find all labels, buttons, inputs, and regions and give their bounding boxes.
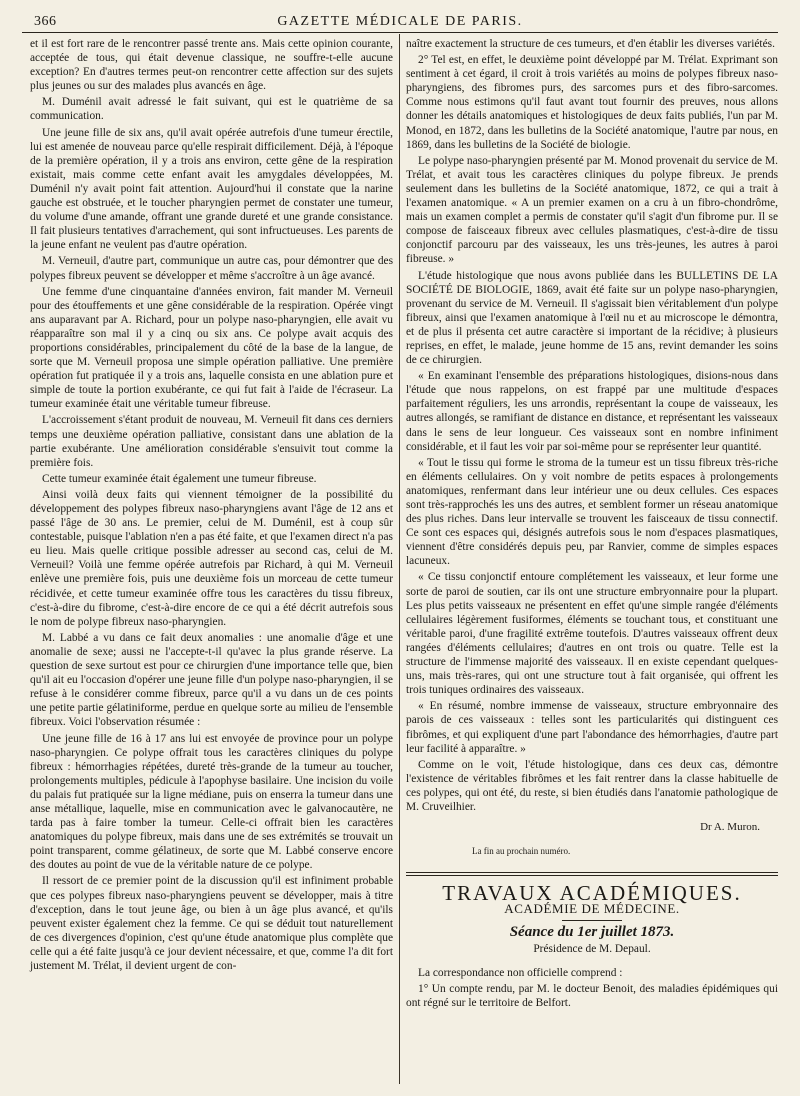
continuation-note: La fin au prochain numéro. (472, 846, 571, 857)
paragraph: et il est fort rare de le rencontrer passé trente ans. Mais cette opinion courante, acceptée de tous, qui était devenue classique, ne souffre-t-elle aucune exception? En d'autres termes peut-on rencontrer cette affection sur des sujets plus jeunes ou sur des malades plus avancés en âge. (30, 38, 393, 93)
paragraph: Une jeune fille de 16 à 17 ans lui est envoyée de province pour un polype naso-pharyngien. Ce polype offrait tous les caractères cliniques du polype fibreux : hémorrhagies répétées, dureté très-grande de la tumeur au toucher, prolongements multiples, pédicule à l'apophyse basilaire. Une incision du voile du palais fut pratiquée sur la ligne médiane, puis on enserra la tumeur dans une anse métallique, laquelle, mise en communication avec le galvanocautère, ne tarda pas à faire tomber la tumeur. Celle-ci offrait bien les caractères anatomiques du polype fibreux, mais dans une de ses extrémités se trouvait un point transparent, comme gélatineux, de sorte que M. Labbé conserve encore des doutes au point de vue de la véritable nature de ce polype. (30, 732, 393, 872)
journal-title: GAZETTE MÉDICALE DE PARIS. (277, 14, 523, 29)
paragraph: Il ressort de ce premier point de la discussion qu'il est infiniment probable que ces polypes fibreux naso-pharyngiens peuvent se développer, mais à titre d'exception, dans le tout jeune âge, ou bien à un âge plus avancé, et qu'ils peuvent exister également chez la femme. Ce qui se déduit tout naturellement de ces divergences d'opinion, c'est qu'une étude anatomique plus complète que celle qui a été faite jusqu'à ce jour devient nécessaire, et que, comme l'a dit fort justement M. Trélat, il devient urgent de con- (30, 875, 393, 972)
paragraph: Cette tumeur examinée était également une tumeur fibreuse. (42, 472, 317, 485)
paragraph: La correspondance non officielle comprend : (418, 966, 623, 979)
section-subtitle: ACADÉMIE DE MÉDECINE. (504, 901, 680, 917)
page-number: 366 (34, 14, 57, 29)
section-title: TRAVAUX ACADÉMIQUES. (442, 881, 742, 906)
right-column (406, 37, 778, 1012)
paragraph: M. Duménil avait adressé le fait suivant, qui est le quatrième de sa communication. (30, 96, 393, 123)
section-rule (406, 875, 778, 876)
paragraph: 2° Tel est, en effet, le deuxième point développé par M. Trélat. Exprimant son sentiment à cet égard, il croit à trois variétés au moins de polypes fibreux naso-pharyngiens, des fibromes purs, des sarcomes purs et des fibro-sarcomes. Comme nous estimons qu'il faut avant tout fournir des preuves, nous allons donner les détails anatomiques et histologiques de deux faits publiés, l'un par M. Monod, en 1872, dans les bulletins de la Société anatomique, l'autre par nous, en 1869, dans les bulletins de la Société de biologie. (406, 54, 778, 151)
author-signature: Dr A. Muron. (700, 821, 760, 834)
section-rule (406, 872, 778, 873)
paragraph: « En examinant l'ensemble des préparations histologiques, disions-nous dans l'étude que nous rappelons, on est frappé par une multitude d'espaces parfaitement réguliers, les uns arrondis, représentant la coupe de vaisseaux, les autres allongés, se ramifiant de distance en distance, et représentant les vaisseaux dans le sens de leur longueur. Ces vaisseaux sont en nombre infiniment considérable, et il faut les voir par soi-même pour se représenter leur quantité. (406, 370, 778, 453)
paragraph: 1° Un compte rendu, par M. le docteur Benoit, des maladies épidémiques qui ont régné sur le territoire de Belfort. (406, 982, 778, 1009)
paragraph: Une jeune fille de six ans, qu'il avait opérée autrefois d'une tumeur érectile, lui est amenée de nouveau parce qu'elle respirait difficilement. Déjà, à l'époque de la première opération, il y a trois ans environ, cette gêne de la respiration existait, mais comme cette enfant avait les amygdales développées, M. Duménil n'y avait point fait attention. Aujourd'hui il constate que la narine gauche est obstruée, et le toucher pharyngien permet de constater une tumeur, du volume d'une amande, offrant une grande dureté et une grande consistance. Il fait plusieurs tentatives d'arrachement, qui sont infructueuses. Les parents de la jeune enfant ne veulent pas d'autre opération. (30, 126, 393, 252)
session-date: Séance du 1er juillet 1873. (509, 924, 675, 941)
paragraph: Ainsi voilà deux faits qui viennent témoigner de la possibilité du développement des polypes fibreux naso-pharyngiens avant l'âge de 12 ans et passé l'âge de 30 ans. Le premier, celui de M. Duménil, est à coup sûr contestable, puisque l'ablation n'en a pas été faite, et que l'examen direct n'a pas eu lieu. Mais quelle critique possible adresser au second cas, celui de M. Verneuil? Voilà une femme opérée autrefois par Richard, à qui M. Verneuil enlève une première fois, puis une deuxième fois un morceau de cette tumeur récidivée, et cette tumeur examinée offre tous les caractères du tissu fibreux, c'est-à-dire du fibrome, c'est-à-dire encore de ce qui a été décrit autrefois sous le nom de polype fibreux naso-pharyngien. (30, 488, 393, 628)
paragraph: « Ce tissu conjonctif entoure complétement les vaisseaux, et leur forme une sorte de paroi de soutien, car ils ont une structure embryonnaire pour la plupart. Les plus petits vaisseaux ne présentent en effet qu'une simple rangée d'éléments cellulaires légèrement fusiformes, éléments se touchant tous, et constituant une véritable paroi, d'une fragilité extrême toutefois. D'autres vaisseaux offrent deux rangées d'éléments cellulaires; d'autres en ont trois ou quatre. Telle est la structure de l'immense majorité des vaisseaux. Il en existe cependant quelques-uns, mais très-rares, qui ont une structure tout à fait organisée, qui offrent les trois tuniques ordinaires des vaisseaux. (406, 571, 778, 697)
paragraph: Le polype naso-pharyngien présenté par M. Monod provenait du service de M. Trélat, et avait tous les caractères cliniques du polype fibreux. Je prends seulement dans les bulletins de la Société anatomique, 1872, ce qui a trait à l'examen anatomique. « A un premier examen on a cru à un fibro-chondrôme, mais un examen complet a permis de constater qu'il s'agit d'un fibrome pur. Il se compose de faisceaux fibreux avec cellules plasmatiques, c'est-à-dire de tissu conjonctif parcouru par des vaisseaux, les uns très-jeunes, les autres à paroi fibreuse. » (406, 154, 778, 266)
paragraph: « Tout le tissu qui forme le stroma de la tumeur est un tissu fibreux très-riche en éléments cellulaires. On y voit nombre de petits espaces à prolongements anatomiques, renfermant dans leur intérieur une ou deux cellules. Ces espaces sont très-rapprochés les uns des autres, et semblent former un réseau anatomique des plus riches. Dans leur intervalle se trouvent les faisceaux de tissu connectif. Ce sont ces espaces qui, désignés autrefois sous le nom d'espaces plasmatiques, viennent d'être considérés depuis peu, par Ranvier, comme de simples espaces lacuneux. (406, 456, 778, 568)
paragraph: L'étude histologique que nous avons publiée dans les BULLETINS DE LA SOCIÉTÉ DE BIOLOGIE, 1869, avait été faite sur un polype naso-pharyngien, provenant du service de M. Verneuil. Il s'agissait bien véritablement d'un polype fibreux, ainsi que l'examen anatomique à l'œil nu et au microscope le démontra, et de plus il présenta cet autre caractère si important de la récidive; à plusieurs reprises, en effet, le malade, jeune homme de 15 ans, revint demander les soins de ce chirurgien. (406, 269, 778, 367)
column-divider (399, 34, 400, 1084)
paragraph: M. Labbé a vu dans ce fait deux anomalies : une anomalie d'âge et une anomalie de sexe; aussi ne l'accepte-t-il qu'avec la plus grande réserve. La question de sexe surtout est pour ce chirurgien d'une importance telle que, bien qu'il ait eu l'occasion d'opérer une jeune fille d'un polype naso-pharyngien, il se refuse à le considérer comme fibreux, parce qu'il a vu dans un de ces points une petite partie gélatiniforme, perdue en quelque sorte au milieu de l'ensemble fibreux. Voici l'observation résumée : (30, 631, 393, 729)
presidency: Présidence de M. Depaul. (533, 942, 651, 955)
paragraph: « En résumé, nombre immense de vaisseaux, structure embryonnaire des parois de ces vaisseaux : telles sont les particularités qui distinguent ces fibrômes, et qui expliquent d'une part l'abondance des hémorrhagies, d'autre part leur facilité à apparaître. » (406, 700, 778, 755)
paragraph: M. Verneuil, d'autre part, communique un autre cas, pour démontrer que des polypes fibreux peuvent se développer et même s'accroître à un âge avancé. (30, 255, 393, 282)
page-header (22, 8, 778, 33)
paragraph: Comme on le voit, l'étude histologique, dans ces deux cas, démontre l'existence de véritables fibrômes et les fait rentrer dans la classe habituelle de ces polypes, qui ont été, du reste, si bien étudiés dans l'anatomie pathologique de M. Cruveilhier. (406, 758, 778, 813)
paragraph: Une femme d'une cinquantaine d'années environ, fait mander M. Verneuil pour des étouffements et une gêne considérable de la respiration. Opérée vingt ans auparavant par A. Richard, pour un polype naso-pharyngien, elle avait vu réapparaître son mal il y a cinq ou six ans. Ce polype avait acquis des proportions considérables, principalement du côté de la base de la langue, de sorte que M. Verneuil proposa une simple opération palliative. Une première opération fut pratiquée il y a trois ans, laquelle consista en une ablation pure et simple de toute la portion exubérante, ce qui fut fait à l'aide de l'écraseur. La tumeur examinée était une véritable tumeur fibreuse. (30, 285, 393, 411)
paragraph: naître exactement la structure de ces tumeurs, et d'en établir les diverses variétés. (406, 38, 775, 50)
paragraph: L'accroissement s'étant produit de nouveau, M. Verneuil fit dans ces derniers temps une deuxième opération palliative, consistant dans une ablation de la partie exubérante. Une amélioration considérable s'ensuivit tout comme la première fois. (30, 414, 393, 469)
left-column (30, 37, 393, 975)
short-rule (562, 920, 622, 921)
